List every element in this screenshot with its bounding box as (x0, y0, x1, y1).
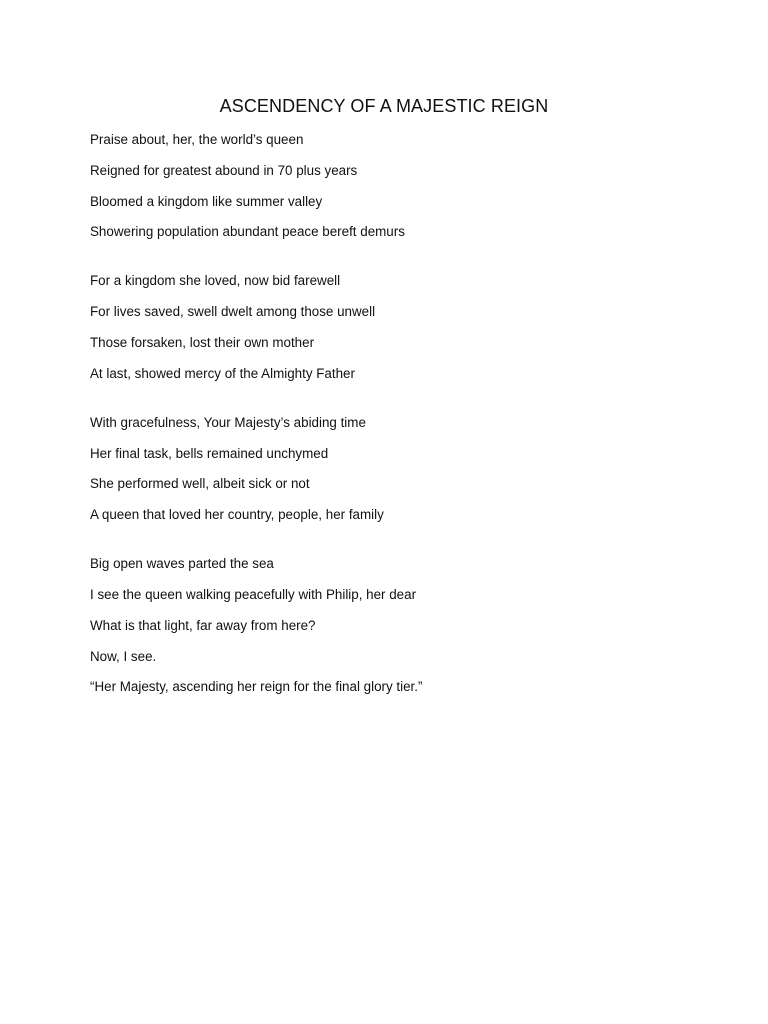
poem-line: She performed well, albeit sick or not (90, 476, 310, 492)
poem-line: Bloomed a kingdom like summer valley (90, 193, 323, 209)
poem-line: Her final task, bells remained unchymed (90, 445, 329, 461)
poem-line: “Her Majesty, ascending her reign for the final glory tier.” (90, 679, 423, 695)
poem-line: Praise about, her, the world’s queen (90, 132, 304, 147)
poem-line: At last, showed mercy of the Almighty Father (90, 365, 355, 381)
poem-line: Those forsaken, lost their own mother (90, 334, 315, 350)
poem-line: Big open waves parted the sea (90, 556, 274, 572)
poem-line: I see the queen walking peacefully with Philip, her dear (90, 586, 417, 602)
poem-line: For lives saved, swell dwelt among those unwell (90, 304, 376, 320)
poem-line: Now, I see. (90, 648, 157, 664)
stanza-2 (90, 272, 710, 382)
poem-body (90, 131, 710, 727)
poem-title: ASCENDENCY OF A MAJESTIC REIGN (219, 96, 549, 116)
stanza-1 (90, 131, 710, 241)
poem-line: What is that light, far away from here? (90, 617, 316, 633)
stanza-4 (90, 555, 710, 696)
poem-line: For a kingdom she loved, now bid farewell (90, 273, 341, 289)
poem-line: A queen that loved her country, people, her family (90, 507, 384, 523)
poem-line: With gracefulness, Your Majesty’s abiding time (90, 414, 366, 430)
poem-line: Showering population abundant peace bereft demurs (90, 224, 405, 240)
poem-line: Reigned for greatest abound in 70 plus years (90, 162, 358, 178)
stanza-3 (90, 414, 710, 524)
